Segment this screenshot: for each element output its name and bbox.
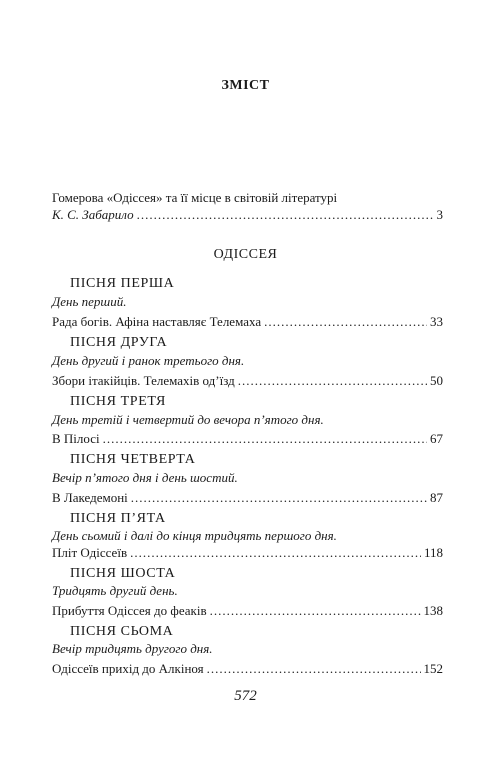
- intro-entry: [52, 207, 443, 223]
- leader-dots: [137, 207, 434, 223]
- entry-title: В Лакедемоні: [52, 490, 128, 505]
- song-title: ПІСНЯ П’ЯТА: [70, 511, 166, 526]
- song-subtitle: День другий і ранок третього дня.: [52, 353, 245, 368]
- toc-entry: [52, 373, 443, 389]
- leader-dots: [238, 373, 427, 389]
- song-title: ПІСНЯ ДРУГА: [70, 335, 168, 350]
- contents-heading: ЗМІСТ: [221, 78, 270, 93]
- song-title: ПІСНЯ ЧЕТВЕРТА: [70, 452, 196, 467]
- toc-entry: [52, 603, 443, 619]
- entry-page: 118: [423, 545, 443, 560]
- entry-page: 152: [423, 661, 443, 676]
- entry-title: Одіссеїв прихід до Алкіноя: [52, 661, 204, 676]
- song-title: ПІСНЯ СЬОМА: [70, 624, 174, 639]
- entry-title: В Пілосі: [52, 431, 100, 446]
- toc-entry: [52, 545, 443, 561]
- leader-dots: [264, 314, 427, 330]
- leader-dots: [210, 603, 421, 619]
- song-subtitle: День сьомий і далі до кінця тридцять першого дня.: [52, 528, 337, 543]
- intro-title: Гомерова «Одіссея» та її місце в світовій літературі: [52, 190, 338, 205]
- entry-page: 67: [430, 431, 443, 446]
- entry-page: 50: [430, 373, 443, 388]
- song-title: ПІСНЯ ТРЕТЯ: [70, 394, 166, 409]
- entry-page: 33: [430, 314, 443, 329]
- entry-title: Прибуття Одіссея до феаків: [52, 603, 207, 618]
- leader-dots: [207, 661, 421, 677]
- song-subtitle: День перший.: [52, 294, 127, 309]
- song-subtitle: Вечір тридцять другого дня.: [52, 641, 213, 656]
- entry-title: Пліт Одіссеїв: [52, 545, 128, 560]
- song-subtitle: Вечір п’ятого дня і день шостий.: [52, 470, 238, 485]
- leader-dots: [131, 490, 427, 506]
- leader-dots: [103, 431, 427, 447]
- song-title: ПІСНЯ ШОСТА: [70, 566, 176, 581]
- toc-entry: [52, 490, 443, 506]
- entry-page: 87: [430, 490, 443, 505]
- entry-title: Збори ітакійців. Телемахів од’їзд: [52, 373, 235, 388]
- page-number: 572: [234, 688, 257, 704]
- song-title: ПІСНЯ ПЕРША: [70, 276, 175, 291]
- section-title: ОДІССЕЯ: [213, 247, 278, 262]
- leader-dots: [130, 545, 421, 561]
- toc-entry: [52, 661, 443, 677]
- song-subtitle: Тридцять другий день.: [52, 583, 178, 598]
- toc-entry: [52, 431, 443, 447]
- entry-page: 138: [423, 603, 443, 618]
- entry-title: Рада богів. Афіна наставляє Телемаха: [52, 314, 262, 329]
- intro-author: К. С. Забарило: [52, 207, 134, 222]
- song-subtitle: День третій і четвертий до вечора п’ятого дня.: [52, 412, 324, 427]
- toc-entry: [52, 314, 443, 330]
- intro-page: 3: [436, 207, 443, 222]
